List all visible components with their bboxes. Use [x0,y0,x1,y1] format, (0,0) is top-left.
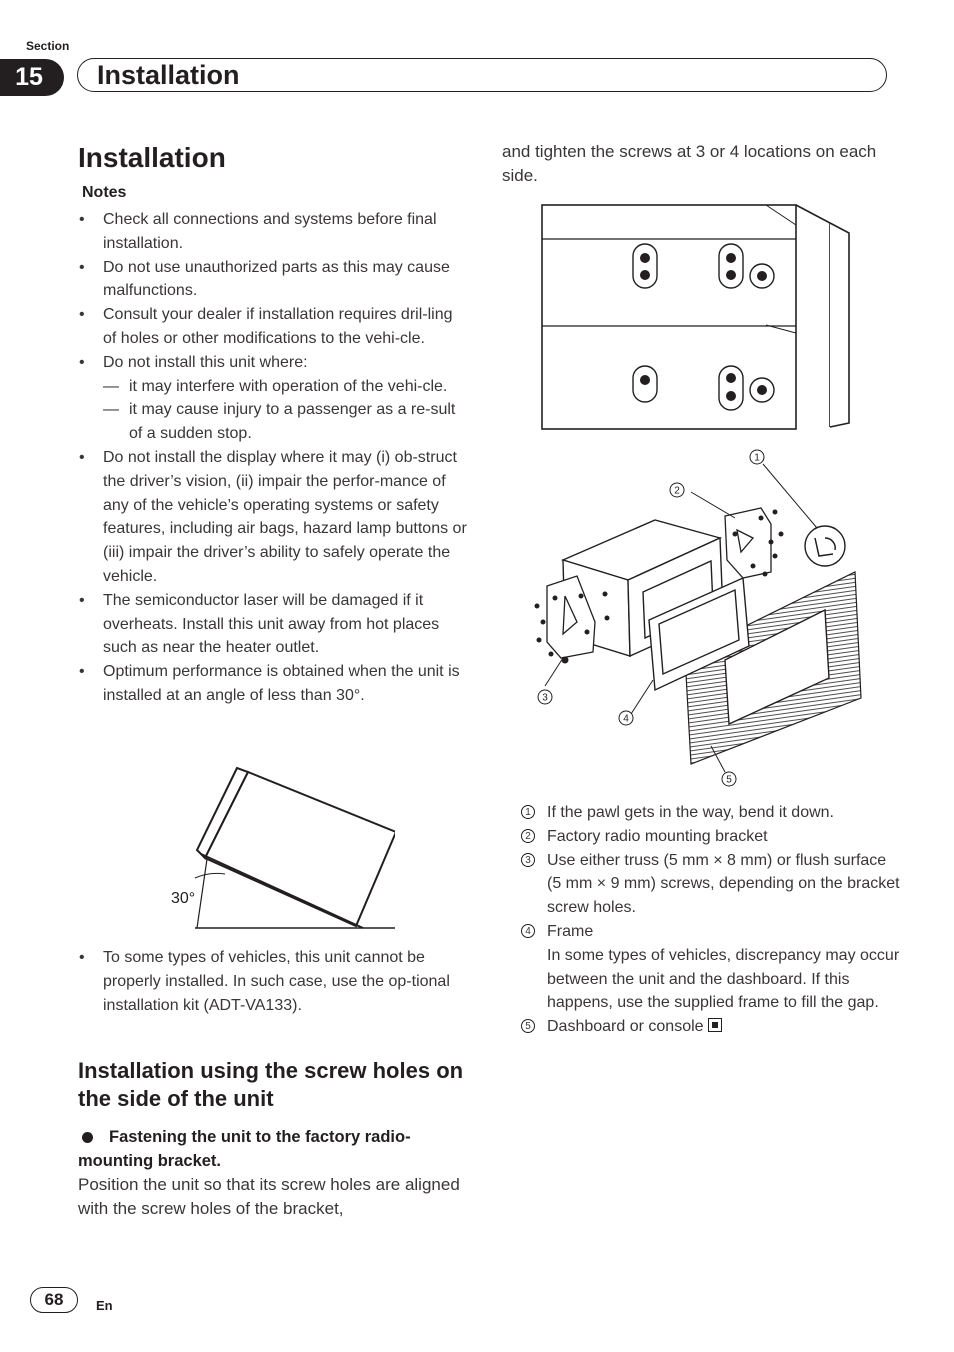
step-heading [78,1125,468,1173]
note-item: • Check all connections and systems before final installation. [78,208,468,256]
legend-text: If the pawl gets in the way, bend it down. [547,804,834,821]
section-number-badge: 15 [0,59,64,96]
legend-text: Use either truss (5 mm × 8 mm) or flush surface (5 mm × 9 mm) screws, depending on the bracket screw holes. [547,851,900,917]
section-heading: Installation using the screw holes on the side of the unit [78,1058,464,1112]
diagram-legend [502,801,902,1039]
sub-note-item: — it may cause injury to a passenger as a re-sult of a sudden stop. [103,398,468,446]
note-item: • Optimum performance is obtained when the unit is installed at an angle of less than 30°. [78,660,468,708]
legend-number: 3 [521,853,535,867]
legend-text: Frame [547,922,594,940]
legend-item [502,825,902,849]
left-column-lower [78,946,468,1221]
legend-item [502,920,902,1015]
legend-number: 1 [521,805,535,819]
note-item: • Consult your dealer if installation requires dril-ling of holes or other modifications to the vehi-cle. [78,303,468,351]
page-heading: Installation [78,142,226,173]
bracket-screw-diagram [540,203,852,431]
installation-diagram [525,446,865,791]
sub-notes-list [103,375,468,446]
legend-text: Dashboard or console [547,1018,704,1036]
notes-list-2 [78,946,468,1017]
language-label: En [96,1298,113,1313]
notes-list [78,208,468,708]
legend-list [502,801,902,1039]
left-column [78,140,468,708]
legend-number: 5 [521,1019,535,1033]
frame-note: In some types of vehicles, discrepancy may occur between the unit and the dashboard. If this happens, use the supplied frame to fill the gap. [547,946,900,1012]
sub-note-item: — it may interfere with operation of the vehi-cle. [103,375,468,399]
section-label: Section [26,39,70,53]
legend-number: 4 [521,924,535,938]
note-item [78,351,468,446]
callout-number: 5 [726,774,732,786]
angle-figure [165,762,395,934]
note-item: • To some types of vehicles, this unit cannot be properly installed. In such case, use the op-tional installation kit (ADT-VA133). [78,946,468,1017]
right-column [502,140,902,188]
note-item: • Do not install the display where it may (i) ob-struct the driver’s vision, (ii) impair the perfor-mance of any of the vehicle’s operating systems or safety features, including air bags, hazard lamp buttons or (iii) impair the driver’s ability to safely operate the vehicle. [78,446,468,589]
legend-number: 2 [521,829,535,843]
header-title: Installation [97,60,240,90]
callout-number: 1 [754,452,760,464]
angle-label: 30° [171,890,196,907]
callout-number: 4 [623,713,629,725]
note-item-text: Do not install this unit where: [103,353,308,371]
page-number: 68 [30,1287,78,1313]
step-heading-text: Fastening the unit to the factory radio-mounting bracket. [78,1128,411,1171]
continued-text: and tighten the screws at 3 or 4 locations on each side. [502,142,877,185]
legend-item [502,1015,902,1039]
right-bracket [725,508,771,578]
legend-item [502,801,902,825]
legend-text: Factory radio mounting bracket [547,827,768,845]
callout-number: 2 [674,485,680,497]
note-item: • The semiconductor laser will be damaged if it overheats. Install this unit away from hot places such as near the heater outlet. [78,589,468,660]
legend-item [502,849,902,920]
bullet-icon [82,1132,93,1143]
note-item: • Do not use unauthorized parts as this may cause malfunctions. [78,256,468,304]
end-mark-icon [708,1018,722,1032]
callout-number: 3 [542,692,548,704]
step-text: Position the unit so that its screw holes are aligned with the screw holes of the bracket, [78,1175,460,1219]
notes-heading: Notes [82,184,127,201]
